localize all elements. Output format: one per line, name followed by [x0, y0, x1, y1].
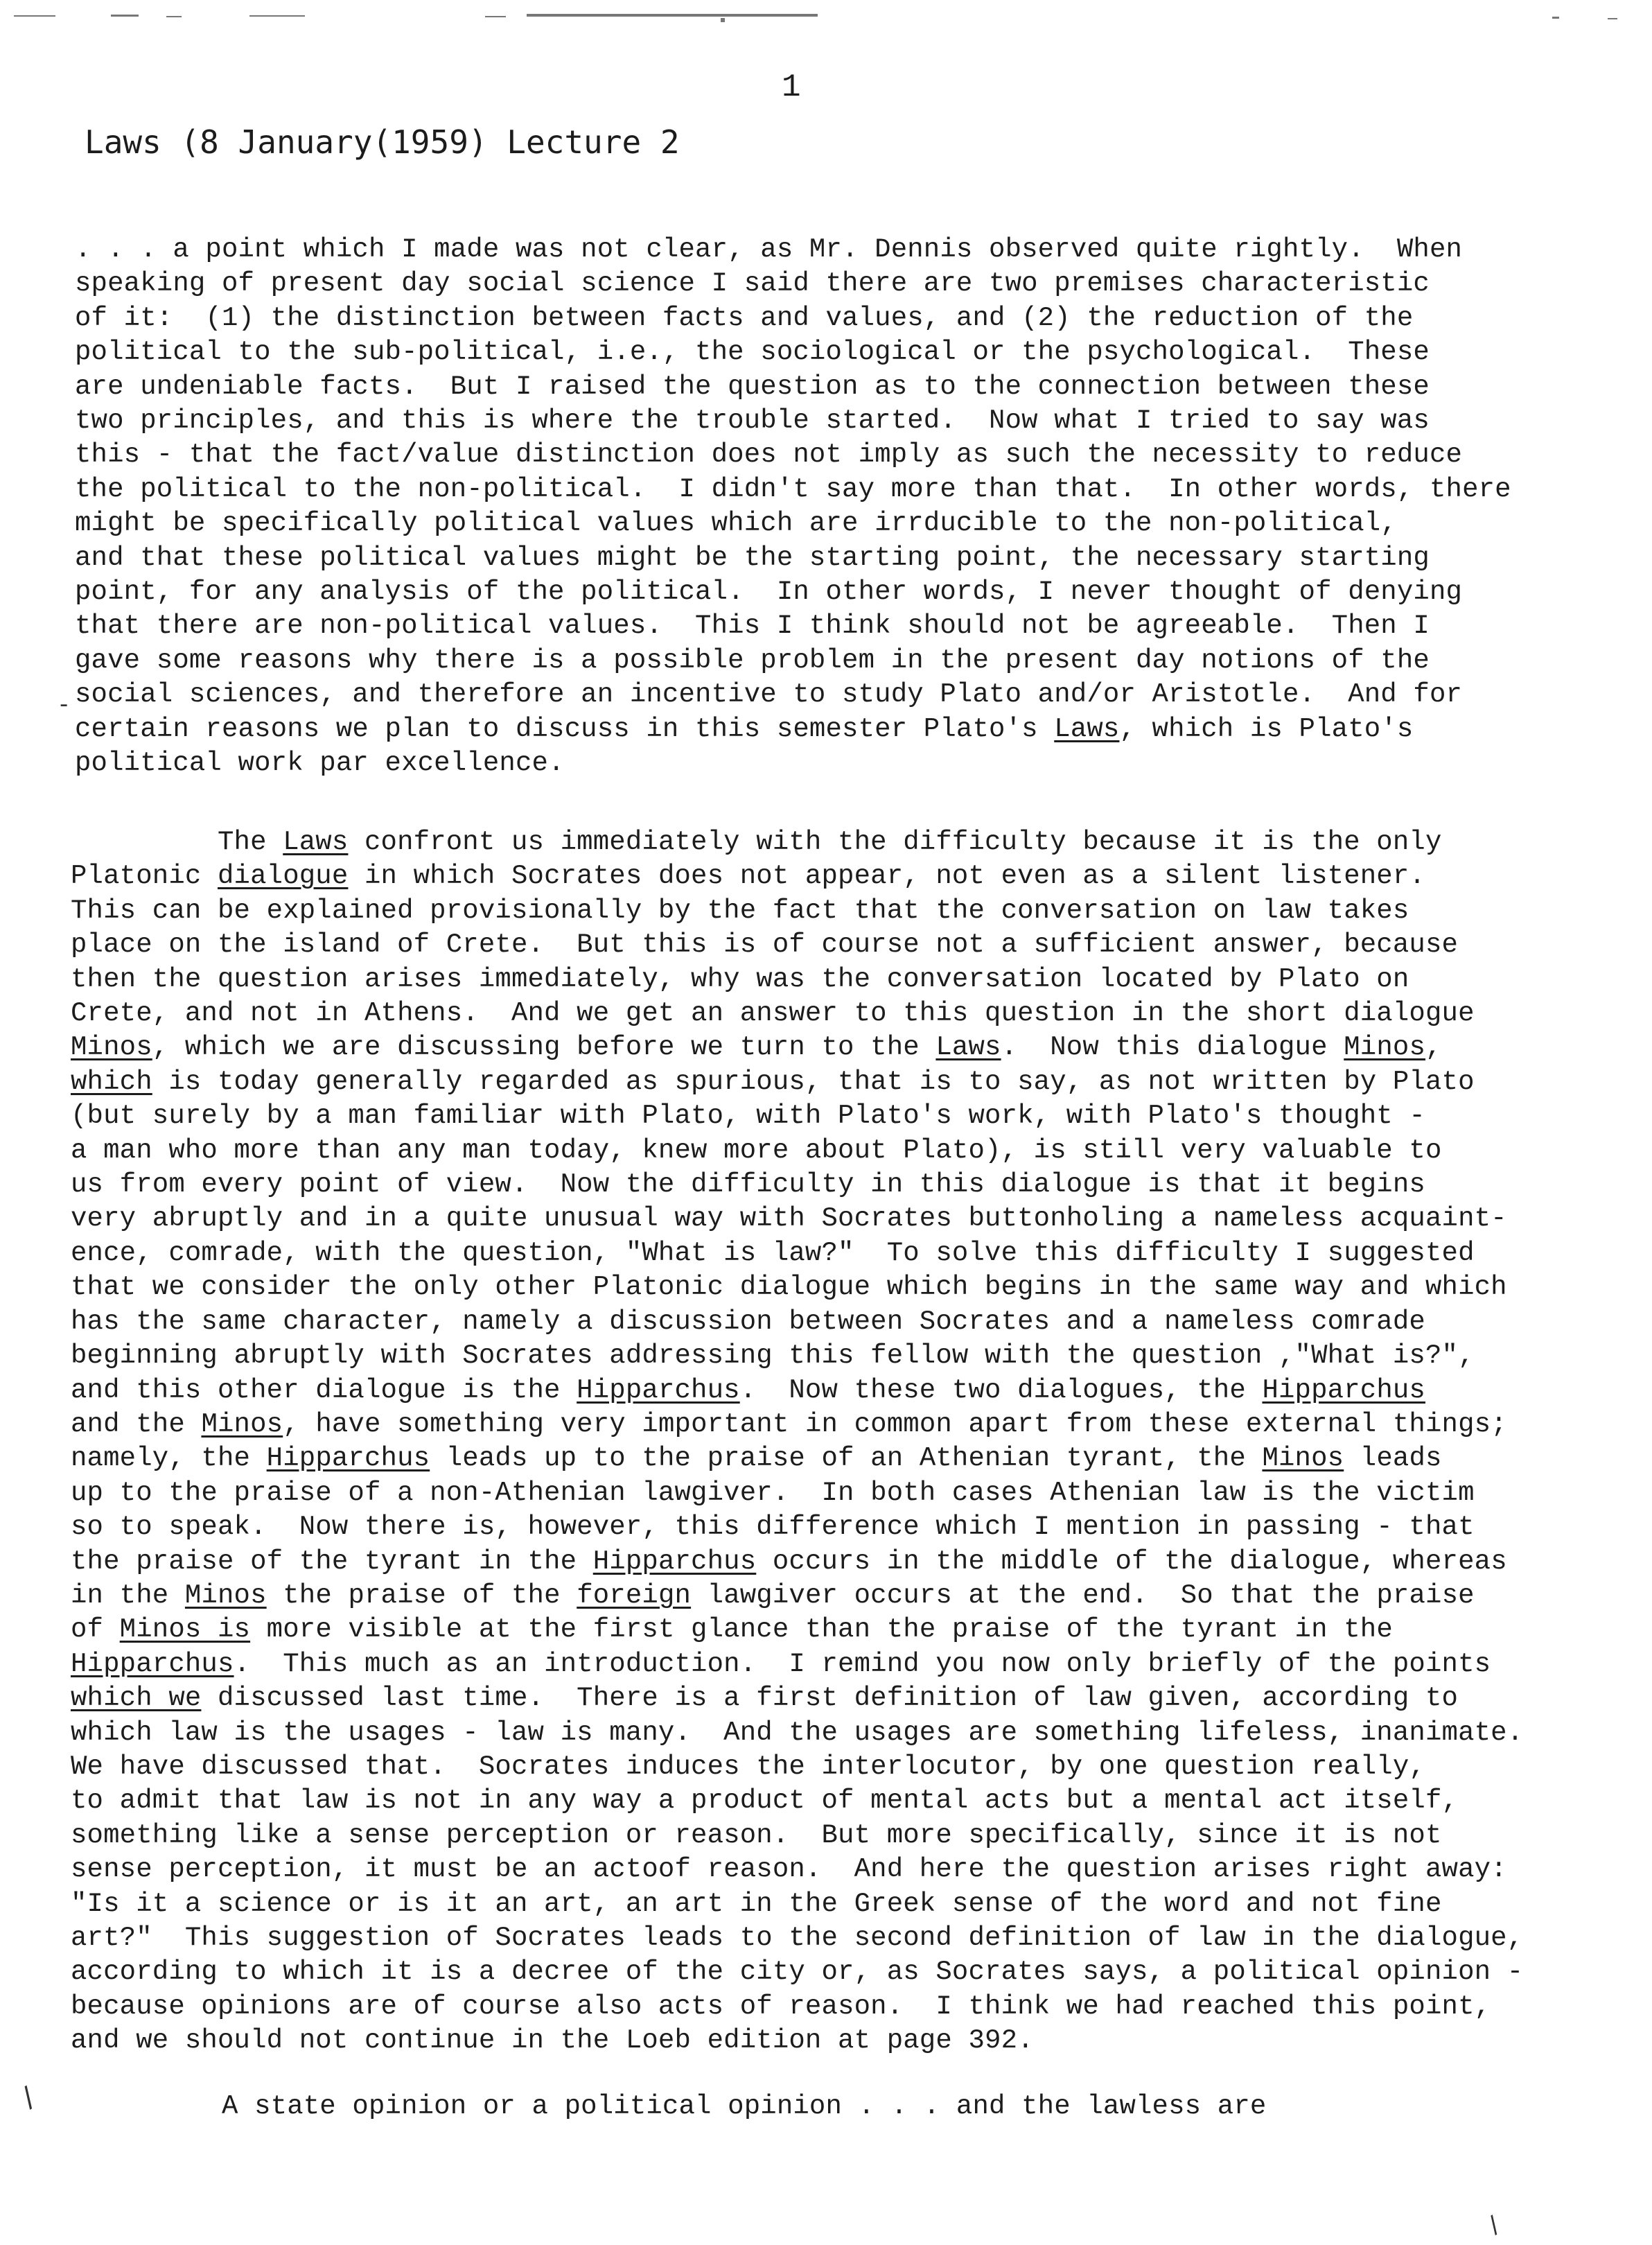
underlined-title: Hipparchus [1262, 1374, 1425, 1406]
text-line: might be specifically political values which are irrducible to the non-political, [75, 508, 1397, 539]
paragraph-opening [75, 233, 1511, 781]
underlined-title: Hipparchus [592, 1546, 757, 1577]
text-line: so to speak. Now there is, however, this difference which I mention in passing - that [71, 1512, 1475, 1543]
margin-dash-mark: - [60, 690, 69, 718]
text-line: and the Minos, have something very important in common apart from these external things; [71, 1408, 1507, 1440]
corner-mark: / [1483, 2210, 1504, 2239]
underlined-title: Minos is [119, 1614, 251, 1645]
text-line: sense perception, it must be an actoof reason. And here the question arises right away: [71, 1854, 1507, 1885]
text-line: and that these political values might be the starting point, the necessary starting [75, 542, 1430, 573]
text-line: "Is it a science or is it an art, an art in the Greek sense of the word and not fine [71, 1888, 1442, 1919]
text-line: which is today generally regarded as spurious, that is to say, as not written by Plato [71, 1066, 1475, 1097]
text-line: We have discussed that. Socrates induces the interlocutor, by one question really, [71, 1751, 1425, 1782]
text-line: are undeniable facts. But I raised the question as to the connection between these [75, 371, 1430, 402]
underlined-title: foreign [577, 1580, 692, 1611]
underlined-title: Laws [1054, 713, 1120, 744]
text-line: political to the sub-political, i.e., the sociological or the psychological. These [75, 337, 1430, 368]
text-line: Platonic dialogue in which Socrates does not appear, not even as a silent listener. [71, 861, 1425, 892]
underlined-title: Hipparchus [71, 1648, 234, 1679]
text-line: beginning abruptly with Socrates addressing this fellow with the question ,"What is?", [71, 1340, 1475, 1372]
text-line: This can be explained provisionally by the fact that the conversation on law takes [71, 895, 1409, 926]
text-line: place on the island of Crete. But this is of course not a sufficient answer, because [71, 929, 1459, 961]
underlined-title: Minos [201, 1408, 283, 1440]
page-number: 1 [782, 69, 801, 105]
text-line: very abruptly and in a quite unusual way with Socrates buttonholing a nameless acquaint- [71, 1203, 1507, 1234]
text-line: because opinions are of course also acts of reason. I think we had reached this point, [71, 1991, 1491, 2022]
text-line: to admit that law is not in any way a product of mental acts but a mental act itself, [71, 1785, 1459, 1817]
text-line: . . . a point which I made was not clear, as Mr. Dennis observed quite rightly. When [75, 234, 1463, 265]
text-line: gave some reasons why there is a possible problem in the present day notions of the [75, 645, 1430, 676]
text-line: art?" This suggestion of Socrates leads to the second definition of law in the dialogue, [71, 1923, 1524, 1953]
text-line: which we discussed last time. There is a first definition of law given, according to [71, 1683, 1459, 1714]
text-line: Minos, which we are discussing before we turn to the Laws. Now this dialogue Minos, [71, 1032, 1442, 1063]
text-line: two principles, and this is where the trouble started. Now what I tried to say was [75, 405, 1430, 437]
text-line: A state opinion or a political opinion . . . and the lawless are [75, 2091, 1267, 2122]
text-line: the political to the non-political. I didn't say more than that. In other words, there [75, 473, 1511, 505]
text-line: ence, comrade, with the question, "What is law?" To solve this difficulty I suggested [71, 1237, 1475, 1268]
text-line: of it: (1) the distinction between facts and values, and (2) the reduction of the [75, 302, 1414, 333]
text-line: has the same character, namely a discussion between Socrates and a nameless comrade [71, 1306, 1425, 1337]
text-line: according to which it is a decree of the city or, as Socrates says, a political opinion - [71, 1957, 1524, 1988]
paragraph-laws-minos-hipparchus [71, 826, 1523, 2059]
text-line: certain reasons we plan to discuss in this semester Plato's Laws, which is Plato's [75, 713, 1414, 744]
lecture-header: Laws (8 January(1959) Lecture 2 [85, 123, 680, 161]
underlined-title: Minos [71, 1032, 152, 1063]
underlined-title: which [71, 1066, 152, 1097]
scan-noise-strip [0, 12, 1652, 22]
underlined-title: Hipparchus [577, 1374, 740, 1406]
underlined-title: Minos [184, 1580, 267, 1611]
underlined-title: Laws [283, 827, 349, 857]
underlined-title: Hipparchus [266, 1443, 430, 1474]
underlined-title: which we [71, 1683, 202, 1714]
text-line: point, for any analysis of the political. In other words, I never thought of denying [75, 577, 1463, 608]
text-line: Hipparchus. This much as an introduction. I remind you now only briefly of the points [71, 1648, 1491, 1679]
text-line: speaking of present day social science I said there are two premises characteristic [75, 268, 1430, 299]
underlined-title: Minos [1262, 1443, 1344, 1474]
text-line: in the Minos the praise of the foreign lawgiver occurs at the end. So that the praise [71, 1580, 1475, 1611]
text-line: that there are non-political values. This I think should not be agreeable. Then I [75, 611, 1430, 642]
underlined-title: Minos [1344, 1032, 1426, 1063]
text-line: social sciences, and therefore an incentive to study Plato and/or Aristotle. And for [75, 679, 1463, 710]
text-line: political work par excellence. [75, 748, 565, 779]
text-line: which law is the usages - law is many. And the usages are something lifeless, inanimate. [71, 1717, 1524, 1748]
underlined-title: dialogue [217, 861, 349, 892]
text-line: namely, the Hipparchus leads up to the praise of an Athenian tyrant, the Minos leads [71, 1443, 1442, 1474]
text-line: and we should not continue in the Loeb edition at page 392. [71, 2025, 1034, 2056]
text-line: The Laws confront us immediately with the difficulty because it is the only [71, 827, 1442, 857]
underlined-title: Laws [935, 1032, 1001, 1063]
margin-tick-mark: / [16, 2081, 41, 2114]
text-line: this - that the fact/value distinction does not imply as such the necessity to reduce [75, 439, 1463, 471]
text-line: the praise of the tyrant in the Hipparchus occurs in the middle of the dialogue, whereas [71, 1546, 1507, 1577]
text-line: (but surely by a man familiar with Plato, with Plato's work, with Plato's thought - [71, 1101, 1425, 1132]
text-line: Crete, and not in Athens. And we get an answer to this question in the short dialogue [71, 998, 1475, 1029]
paragraph-quoted-text [75, 2090, 1266, 2124]
text-line: us from every point of view. Now the difficulty in this dialogue is that it begins [71, 1169, 1425, 1200]
text-line: something like a sense perception or reason. But more specifically, since it is not [71, 1819, 1442, 1851]
text-line: a man who more than any man today, knew more about Plato), is still very valuable to [71, 1135, 1442, 1166]
text-line: and this other dialogue is the Hipparchus. Now these two dialogues, the Hipparchus [71, 1374, 1425, 1406]
text-line: up to the praise of a non-Athenian lawgiver. In both cases Athenian law is the victim [71, 1477, 1475, 1508]
text-line: of Minos is more visible at the first glance than the praise of the tyrant in the [71, 1614, 1393, 1645]
text-line: then the question arises immediately, why was the conversation located by Plato on [71, 963, 1409, 995]
text-line: that we consider the only other Platonic dialogue which begins in the same way and which [71, 1272, 1507, 1303]
